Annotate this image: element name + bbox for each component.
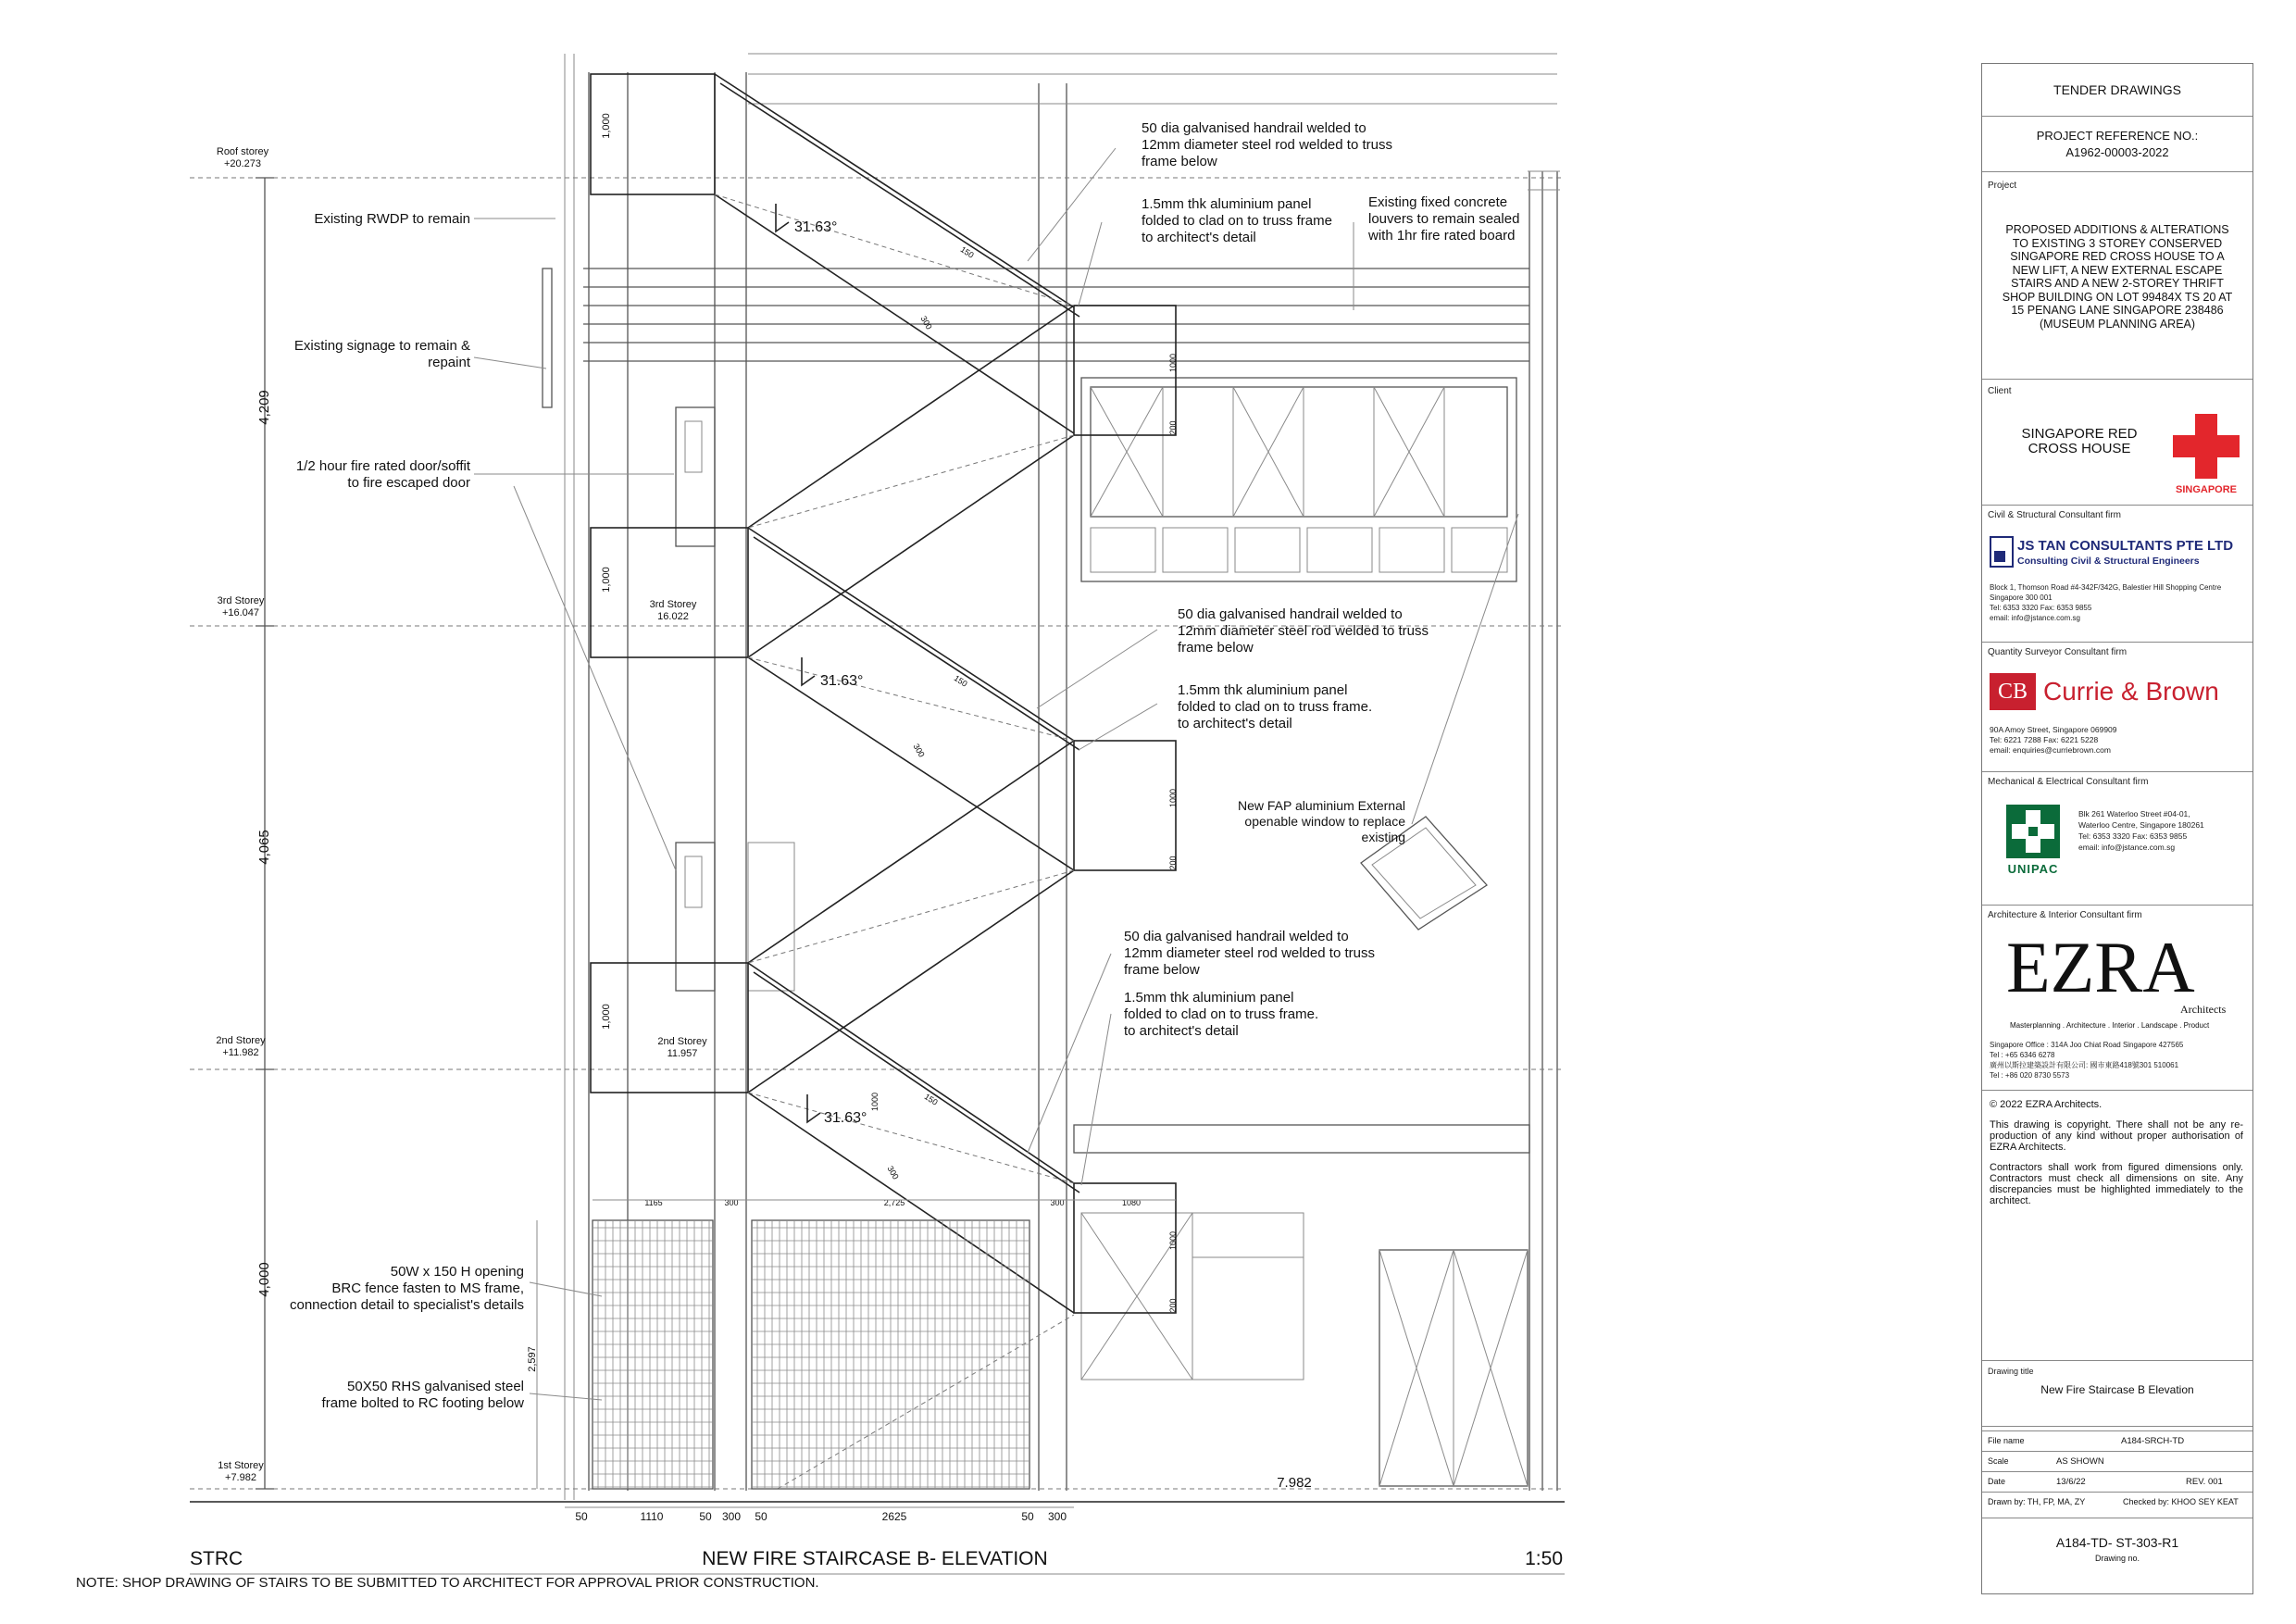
dim-riser-150-top: 150 xyxy=(958,244,976,260)
note-handrail-top-line1: 50 dia galvanised handrail welded to xyxy=(1142,120,1366,136)
ground-level-value: 7.982 xyxy=(1277,1475,1312,1491)
project-line: SINGAPORE RED CROSS HOUSE TO A xyxy=(2010,250,2225,263)
brc-fence xyxy=(593,1220,1029,1489)
project-line: 15 PENANG LANE SINGAPORE 238486 xyxy=(2011,304,2224,317)
note-handrail-top-line2: 12mm diameter steel rod welded to truss xyxy=(1142,137,1392,153)
address-line: Tel : +65 6346 6278 xyxy=(1990,1051,2055,1059)
note-panel-top-line1: 1.5mm thk aluminium panel xyxy=(1142,196,1312,212)
note-opening-line2: BRC fence fasten to MS frame, xyxy=(331,1280,524,1296)
project-label: Project xyxy=(1988,181,2017,191)
drawing-footer xyxy=(76,1548,1565,1591)
dim-top-storey: 4,209 xyxy=(256,390,272,425)
leader-lines xyxy=(474,148,1518,1400)
unipac-address xyxy=(2078,808,2204,853)
note-panel-mid-line3: to architect's detail xyxy=(1178,716,1292,731)
address-line: Tel: 6353 3320 Fax: 6353 9855 xyxy=(2078,831,2188,841)
note-window-line1: New FAP aluminium External xyxy=(1237,798,1405,813)
currie-brown-name: Currie & Brown xyxy=(2043,677,2219,706)
drawn-checked-row xyxy=(1982,1492,2252,1513)
doors xyxy=(676,407,794,991)
note-louvre-line2: louvers to remain sealed xyxy=(1368,211,1520,227)
js-tan-logo-icon xyxy=(1990,536,2014,568)
client-name xyxy=(2001,427,2158,456)
currie-brown-logo-icon: CB xyxy=(1990,673,2036,710)
note-louvre-line3: with 1hr fire rated board xyxy=(1368,228,1516,244)
dim-handrail-height-mid: 1,000 xyxy=(601,567,612,593)
note-handrail-mid-line3: frame below xyxy=(1178,640,1254,656)
bottom-dim-1: 1110 xyxy=(640,1510,664,1523)
left-notes xyxy=(290,211,524,1411)
bottom-dim-4: 50 xyxy=(755,1510,767,1523)
footer-title: NEW FIRE STAIRCASE B- ELEVATION xyxy=(702,1548,1048,1569)
dim-1080: 1080 xyxy=(1121,1198,1142,1207)
drawing-number: A184-TD- ST-303-R1 xyxy=(2055,1535,2179,1550)
mechanical-electrical-section xyxy=(1982,771,2252,906)
unipac-logo-text: UNIPAC xyxy=(2007,862,2059,876)
note-panel-low-line3: to architect's detail xyxy=(1124,1023,1239,1039)
date-row xyxy=(1982,1471,2252,1493)
drawing-number-section xyxy=(1982,1518,2252,1594)
dim-2725: 2,725 xyxy=(883,1198,905,1207)
dim-fence-height: 2,597 xyxy=(527,1346,538,1372)
client-name-line1: SINGAPORE RED xyxy=(2021,426,2138,442)
drawn-by: Drawn by: TH, FP, MA, ZY xyxy=(1988,1497,2086,1506)
js-tan-address xyxy=(1990,582,2221,623)
note-rwdp: Existing RWDP to remain xyxy=(314,211,470,227)
arch-label: Architecture & Interior Consultant firm xyxy=(1988,910,2142,920)
client-name-line2: CROSS HOUSE xyxy=(2028,441,2131,456)
currie-brown-address xyxy=(1990,725,2117,756)
project-section xyxy=(1982,171,2252,380)
dim-handrail-height-low: 1,000 xyxy=(601,1004,612,1030)
level-second-value: +11.982 xyxy=(222,1047,259,1058)
note-opening-line1: 50W x 150 H opening xyxy=(390,1264,524,1280)
ezra-logo-subtitle: Architects xyxy=(2180,1003,2227,1016)
address-line: email: info@jstance.com.sg xyxy=(2078,843,2176,852)
note-rhs-line2: frame bolted to RC footing below xyxy=(321,1395,524,1411)
dim-landing-1000-b: 1000 xyxy=(1168,788,1178,808)
note-panel-mid-line2: folded to clad on to truss frame. xyxy=(1178,699,1373,715)
dim-1165: 1165 xyxy=(644,1198,663,1207)
address-line: Waterloo Centre, Singapore 180261 xyxy=(2078,820,2204,830)
note-handrail-mid-line1: 50 dia galvanised handrail welded to xyxy=(1178,606,1403,622)
dim-low-storey: 4,000 xyxy=(256,1262,272,1297)
note-panel-top-line2: folded to clad on to truss frame xyxy=(1142,213,1332,229)
bottom-dim-0: 50 xyxy=(575,1510,588,1523)
angle-label-mid: 31.63° xyxy=(820,673,864,689)
note-handrail-low-line1: 50 dia galvanised handrail welded to xyxy=(1124,929,1349,944)
dim-300-a: 300 xyxy=(724,1198,739,1207)
note-rhs-line1: 50X50 RHS galvanised steel xyxy=(347,1379,524,1394)
level-second-name: 2nd Storey xyxy=(216,1035,266,1046)
bottom-dim-3: 300 xyxy=(721,1510,742,1523)
angle-label-low: 31.63° xyxy=(824,1110,867,1126)
tender-status: TENDER DRAWINGS xyxy=(2053,82,2181,97)
note-panel-mid-line1: 1.5mm thk aluminium panel xyxy=(1178,682,1348,698)
address-line: email: enquiries@curriebrown.com xyxy=(1990,745,2111,755)
file-name-value: A184-SRCH-TD xyxy=(2121,1436,2185,1446)
contractor-notice: Contractors shall work from figured dimensions only. Contractors must check all dimensions on site. Any discrepancies must be highlighted immediately to the architect. xyxy=(1990,1162,2243,1206)
footer-note: NOTE: SHOP DRAWING OF STAIRS TO BE SUBMITTED TO ARCHITECT FOR APPROVAL PRIOR CONSTRUCTION. xyxy=(76,1575,819,1591)
copyright-notes xyxy=(1990,1099,2243,1206)
ezra-services: Masterplanning . Architecture . Interior . Landscape . Product xyxy=(2010,1021,2210,1030)
dim-riser-150-low: 150 xyxy=(922,1092,940,1107)
note-panel-low-line1: 1.5mm thk aluminium panel xyxy=(1124,990,1294,1006)
footer-scale: 1:50 xyxy=(1525,1548,1563,1569)
dimension-texts xyxy=(256,113,1178,1372)
landing-second-value: 11.957 xyxy=(667,1048,698,1059)
address-line: 廣州以斯拉建築設計有限公司: 國市東路418號301 510061 xyxy=(1990,1061,2179,1069)
note-handrail-low-line2: 12mm diameter steel rod welded to truss xyxy=(1124,945,1375,961)
address-line: Tel: 6221 7288 Fax: 6221 5228 xyxy=(1990,735,2099,744)
date-label: Date xyxy=(1988,1477,2006,1486)
project-line: (MUSEUM PLANNING AREA) xyxy=(2039,317,2196,331)
dim-landing-200-b: 200 xyxy=(1168,856,1178,870)
bottom-dim-6: 50 xyxy=(1021,1510,1034,1523)
bottom-dim-7: 300 xyxy=(1047,1510,1067,1523)
client-label: Client xyxy=(1988,386,2012,396)
address-line: Tel: 6353 3320 Fax: 6353 9855 xyxy=(1990,604,2092,612)
dim-landing-1000-a: 1000 xyxy=(1168,353,1178,373)
scale-value: AS SHOWN xyxy=(2056,1456,2104,1467)
project-line: TO EXISTING 3 STOREY CONSERVED xyxy=(2012,236,2223,250)
project-line: NEW LIFT, A NEW EXTERNAL ESCAPE xyxy=(2012,263,2223,277)
bottom-dim-5: 2625 xyxy=(881,1510,907,1523)
note-handrail-top-line3: frame below xyxy=(1142,154,1217,169)
drawing-number-label: Drawing no. xyxy=(2094,1554,2140,1563)
file-name-label: File name xyxy=(1988,1436,2025,1445)
level-third-name: 3rd Storey xyxy=(217,595,265,606)
level-first-name: 1st Storey xyxy=(218,1460,264,1471)
cs-label: Civil & Structural Consultant firm xyxy=(1988,510,2121,520)
note-signage-line2: repaint xyxy=(428,355,470,370)
address-line: email: info@jstance.com.sg xyxy=(1990,614,2080,622)
note-window-line3: existing xyxy=(1361,830,1405,844)
note-panel-top-line3: to architect's detail xyxy=(1142,230,1256,245)
address-line: Tel : +86 020 8730 5573 xyxy=(1990,1071,2070,1080)
project-description xyxy=(1982,223,2252,331)
drawing-title-label: Drawing title xyxy=(1988,1367,2034,1376)
note-door-line1: 1/2 hour fire rated door/soffit xyxy=(295,458,470,474)
dim-landing-1000-c: 1000 xyxy=(1168,1230,1178,1251)
unipac-logo-icon xyxy=(2006,805,2060,858)
note-panel-low-line2: folded to clad on to truss frame. xyxy=(1124,1006,1319,1022)
date-value: 13/6/22 xyxy=(2056,1477,2086,1487)
dim-mid-storey: 4,065 xyxy=(256,830,272,865)
me-label: Mechanical & Electrical Consultant firm xyxy=(1988,777,2149,787)
project-reference-label: PROJECT REFERENCE NO.: xyxy=(2036,129,2199,143)
note-handrail-mid-line2: 12mm diameter steel rod welded to truss xyxy=(1178,623,1429,639)
scale-label: Scale xyxy=(1988,1456,2009,1466)
note-opening-line3: connection detail to specialist's details xyxy=(289,1297,524,1313)
landing-third-value: 16.022 xyxy=(657,611,689,622)
red-cross-logo-text: SINGAPORE xyxy=(2175,484,2237,495)
title-block xyxy=(1981,63,2253,1594)
dim-landing-200-a: 200 xyxy=(1168,420,1178,435)
address-line: 90A Amoy Street, Singapore 069909 xyxy=(1990,725,2117,734)
civil-structural-section xyxy=(1982,505,2252,643)
dim-300-b: 300 xyxy=(1050,1198,1065,1207)
dim-tread-300-mid: 300 xyxy=(911,742,927,759)
js-tan-name: JS TAN CONSULTANTS PTE LTD xyxy=(2017,538,2234,554)
bottom-dim-2: 50 xyxy=(699,1510,712,1523)
file-name-row xyxy=(1982,1430,2252,1452)
ezra-logo: EZRA xyxy=(2006,927,2195,1007)
quantity-surveyor-section xyxy=(1982,642,2252,772)
address-line: Block 1, Thomson Road #4-342F/342G, Balestier Hill Shopping Centre xyxy=(1990,583,2222,592)
tender-status-section xyxy=(1982,64,2252,117)
level-third-value: +16.047 xyxy=(221,607,260,618)
copyright-notice: This drawing is copyright. There shall not be any re-production of any kind without proper authorisation of EZRA Architects. xyxy=(1990,1119,2243,1153)
architecture-section xyxy=(1982,905,2252,1091)
level-first-value: +7.982 xyxy=(225,1472,256,1483)
qs-label: Quantity Surveyor Consultant firm xyxy=(1988,647,2128,657)
client-section xyxy=(1982,379,2252,506)
level-roof-value: +20.273 xyxy=(223,158,262,169)
note-signage-line1: Existing signage to remain & xyxy=(293,338,470,354)
right-notes xyxy=(1124,120,1519,1039)
project-line: SHOP BUILDING ON LOT 99484X TS 20 AT xyxy=(2002,290,2233,304)
copyright: © 2022 EZRA Architects. xyxy=(1990,1099,2103,1110)
drawing-title: New Fire Staircase B Elevation xyxy=(2040,1383,2194,1396)
js-tan-subtitle: Consulting Civil & Structural Engineers xyxy=(2017,556,2200,567)
bottom-dimensions xyxy=(565,1475,1312,1523)
project-reference-section xyxy=(1982,116,2252,172)
address-line: Blk 261 Waterloo Street #04-01, xyxy=(2078,809,2190,818)
address-line: Singapore 300 001 xyxy=(1990,593,2053,602)
note-window-line2: openable window to replace xyxy=(1244,814,1405,829)
dim-riser-150-mid: 150 xyxy=(952,673,969,689)
note-door-line2: to fire escaped door xyxy=(347,475,470,491)
checked-by: Checked by: KHOO SEY KEAT xyxy=(2123,1497,2239,1506)
dim-tread-300-top: 300 xyxy=(918,314,934,331)
dim-handrail-height-top: 1,000 xyxy=(601,113,612,139)
dim-landing-200-c: 200 xyxy=(1168,1298,1178,1313)
drawing-title-section xyxy=(1982,1360,2252,1427)
landing-third-name: 3rd Storey xyxy=(649,599,697,610)
red-cross-logo xyxy=(2173,414,2240,481)
address-line: Singapore Office : 314A Joo Chiat Road Singapore 427565 xyxy=(1990,1041,2184,1049)
scale-row xyxy=(1982,1451,2252,1472)
dim-tread-300-low: 300 xyxy=(885,1164,901,1181)
revision-value: REV. 001 xyxy=(2186,1477,2223,1487)
note-handrail-low-line3: frame below xyxy=(1124,962,1200,978)
project-line: PROPOSED ADDITIONS & ALTERATIONS xyxy=(2005,223,2229,236)
project-line: STAIRS AND A NEW 2-STOREY THRIFT xyxy=(2011,277,2224,290)
note-louvre-line1: Existing fixed concrete xyxy=(1368,194,1508,210)
project-reference-number: A1962-00003-2022 xyxy=(2065,145,2169,159)
level-roof-name: Roof storey xyxy=(216,146,269,157)
landing-second-name: 2nd Storey xyxy=(657,1036,707,1047)
ezra-address xyxy=(1990,1040,2183,1081)
footer-strc: STRC xyxy=(190,1548,243,1569)
angle-label-top: 31.63° xyxy=(794,219,838,235)
dim-vertical-1000-low: 1000 xyxy=(870,1092,880,1112)
